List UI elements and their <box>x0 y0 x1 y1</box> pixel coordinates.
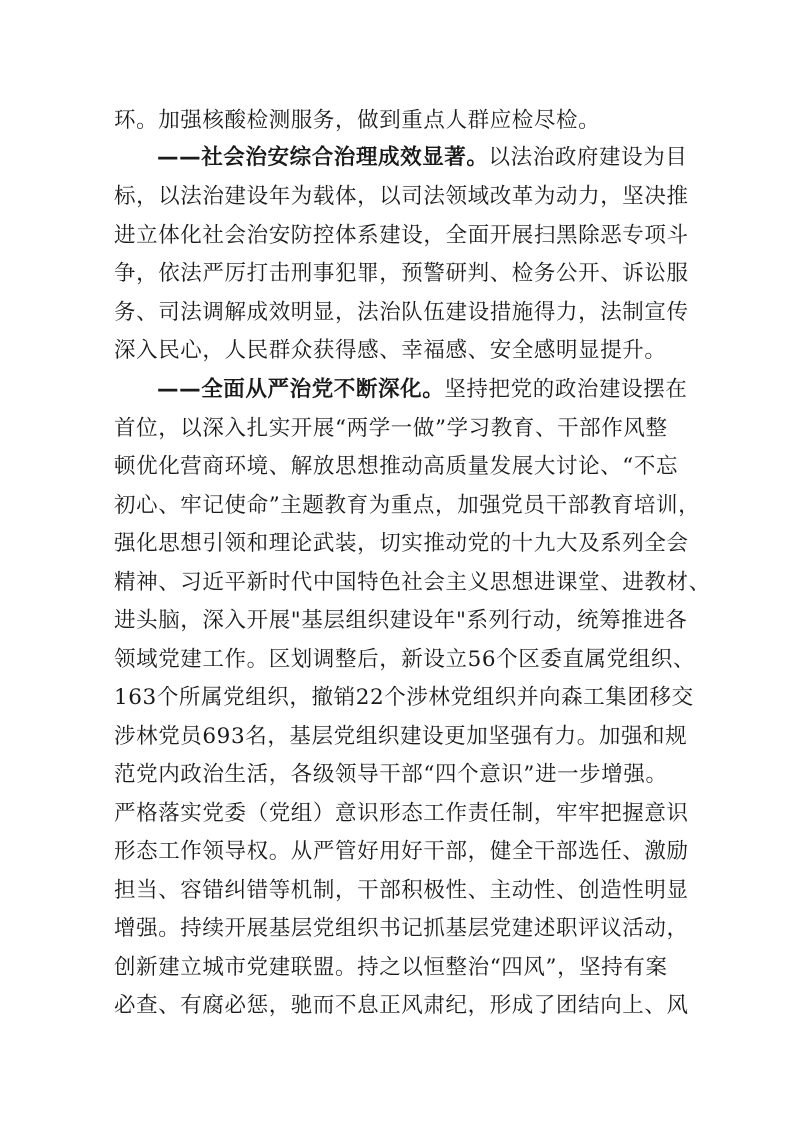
paragraph-line: 初心、牢记使命”主题教育为重点，加强党员干部教育培训， <box>114 493 701 518</box>
paragraph-line: 范党内政治生活，各级领导干部“四个意识”进一步增强。 <box>114 762 668 787</box>
paragraph-line: 标，以法治建设年为载体，以司法领域改革为动力，坚决推 <box>114 184 689 209</box>
paragraph-line: 精神、习近平新时代中国特色社会主义思想进课堂、进教材、 <box>114 570 711 595</box>
paragraph-line: 深入民心，人民群众获得感、幸福感、安全感明显提升。 <box>114 338 667 363</box>
paragraph-line: 担当、容错纠错等机制，干部积极性、主动性、创造性明显 <box>114 878 689 903</box>
paragraph-line: 必查、有腐必惩，驰而不息正风肃纪，形成了团结向上、风 <box>114 993 689 1018</box>
paragraph-line: 163个所属党组织，撤销22个涉林党组织并向森工集团移交 <box>114 685 694 710</box>
section-heading: ——全面从严治党不断深化。 <box>157 377 445 402</box>
paragraph-line: ——全面从严治党不断深化。坚持把党的政治建设摆在 <box>157 377 688 402</box>
paragraph-line: ——社会治安综合治理成效显著。以法治政府建设为目 <box>157 145 688 170</box>
paragraph-line: 涉林党员693名，基层党组织建设更加坚强有力。加强和规 <box>114 724 688 749</box>
paragraph-line: 环。加强核酸检测服务，做到重点人群应检尽检。 <box>114 108 601 133</box>
paragraph-line: 顿优化营商环境、解放思想推动高质量发展大讨论、“不忘 <box>114 454 679 479</box>
paragraph-line: 进头脑，深入开展"基层组织建设年"系列行动，统筹推进各 <box>114 608 688 633</box>
paragraph-line: 进立体化社会治安防控体系建设，全面开展扫黑除恶专项斗 <box>114 223 689 248</box>
section-heading: ——社会治安综合治理成效显著。 <box>157 145 489 170</box>
paragraph-line: 增强。持续开展基层党组织书记抓基层党建述职评议活动， <box>114 916 689 941</box>
paragraph-line: 领域党建工作。区划调整后，新设立56个区委直属党组织、 <box>114 647 696 672</box>
paragraph-line: 争，依法严厉打击刑事犯罪，预警研判、检务公开、诉讼服 <box>114 261 689 286</box>
paragraph-line: 首位，以深入扎实开展“两学一做”学习教育、干部作风整 <box>114 416 668 441</box>
paragraph-line: 创新建立城市党建联盟。持之以恒整治“四风”，坚持有案 <box>114 955 668 980</box>
paragraph-line: 形态工作领导权。从严管好用好干部，健全干部选任、激励 <box>114 839 689 864</box>
paragraph-line: 务、司法调解成效明显，法治队伍建设措施得力，法制宣传 <box>114 300 689 325</box>
paragraph-line: 严格落实党委（党组）意识形态工作责任制，牢牢把握意识 <box>114 801 689 826</box>
paragraph-line: 强化思想引领和理论武装，切实推动党的十九大及系列全会 <box>114 531 689 556</box>
